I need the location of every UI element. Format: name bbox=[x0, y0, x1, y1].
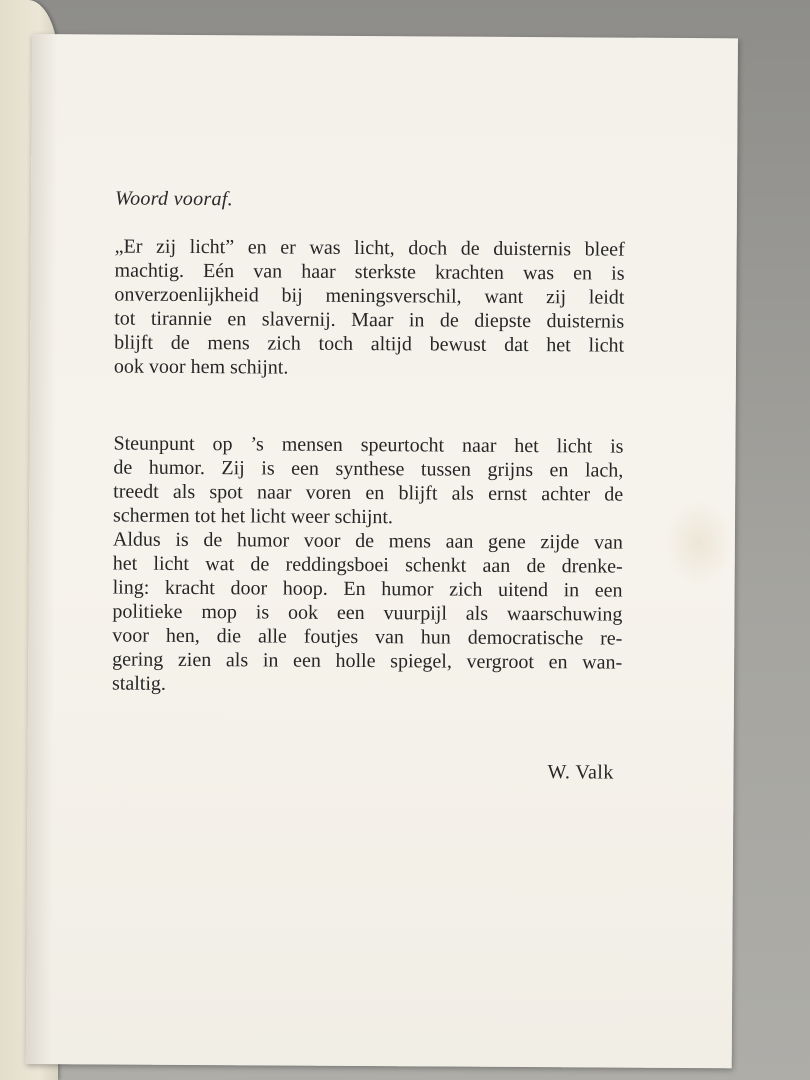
text-line: schermen tot het licht weer schijnt. bbox=[112, 504, 394, 529]
text-line: ling: kracht door hoop. En humor zich uitend in een bbox=[112, 576, 623, 602]
text-line: voor hen, die alle foutjes van hun democratische re- bbox=[112, 624, 623, 650]
text-line: staltig. bbox=[111, 672, 166, 695]
text-line: gering zien als in een holle spiegel, vergroot en wan- bbox=[112, 648, 623, 674]
text-line: tot tirannie en slavernij. Maar in de diepste duisternis bbox=[114, 307, 625, 333]
text-line: blijft de mens zich toch altijd bewust dat het licht bbox=[114, 331, 625, 357]
signature: W. Valk bbox=[547, 761, 614, 784]
page-stain bbox=[665, 500, 734, 586]
text-line: machtig. Eén van haar sterkste krachten was en is bbox=[114, 259, 625, 285]
text-line: „Er zij licht” en er was licht, doch de duisternis bleef bbox=[114, 235, 625, 261]
text-line: ook voor hem schijnt. bbox=[113, 355, 289, 379]
text-line: het licht wat de reddingsboei schenkt aan de drenke- bbox=[112, 552, 623, 578]
paragraph-1 bbox=[114, 235, 625, 382]
text-line: treedt als spot naar voren en blijft als ernst achter de bbox=[113, 480, 624, 506]
text-line: Steunpunt op ’s mensen speurtocht naar het licht is bbox=[113, 432, 624, 458]
page-heading: Woord vooraf. bbox=[114, 187, 234, 211]
paragraph-2 bbox=[112, 432, 624, 699]
text-line: politieke mop is ook een vuurpijl als waarschuwing bbox=[112, 600, 623, 626]
text-line: Aldus is de humor voor de mens aan gene zijde van bbox=[112, 528, 623, 554]
text-line: onverzoenlijkheid bij meningsverschil, want zij leidt bbox=[114, 283, 625, 309]
text-line: de humor. Zij is een synthese tussen grijns en lach, bbox=[113, 456, 624, 482]
book-page bbox=[26, 34, 738, 1068]
